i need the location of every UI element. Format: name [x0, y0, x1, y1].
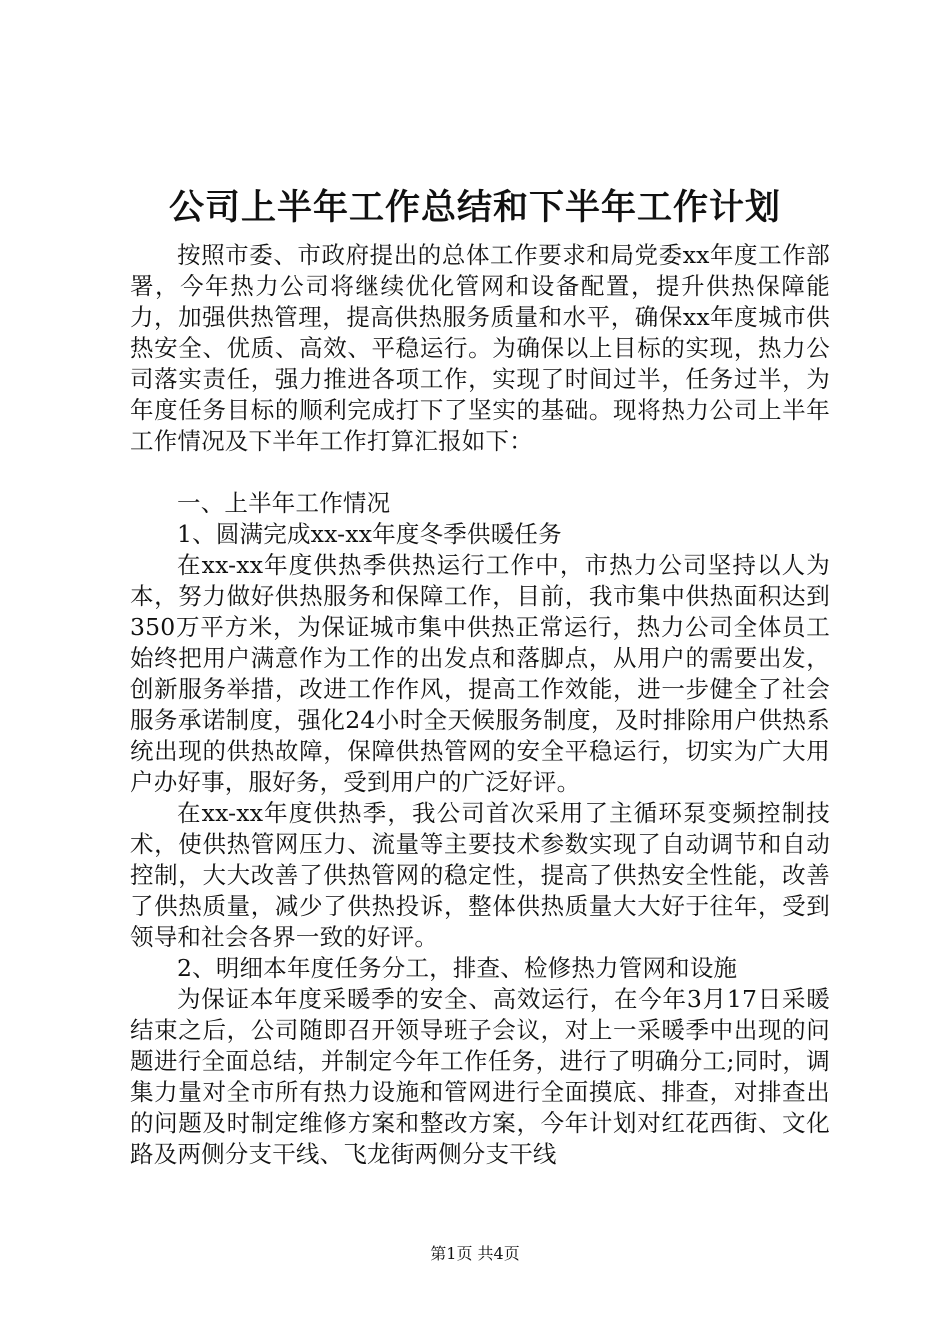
- document-title: 公司上半年工作总结和下半年工作计划: [168, 187, 781, 228]
- intro-paragraph: 按照市委、市政府提出的总体工作要求和局党委xx年度工作部署，今年热力公司将继续优化管网和设备配置，提升供热保障能力，加强供热管理，提高供热服务质量和水平，确保xx年度城市供热安全、优质、高效、平稳运行。为确保以上目标的实现，热力公司落实责任，强力推进各项工作，实现了时间过半，任务过半，为年度任务目标的顺利完成打下了坚实的基础。现将热力公司上半年工作情况及下半年工作打算汇报如下：: [130, 241, 830, 455]
- body-paragraph-2: 在xx-xx年度供热季，我公司首次采用了主循环泵变频控制技术，使供热管网压力、流量等主要技术参数实现了自动调节和自动控制，大大改善了供热管网的稳定性，提高了供热安全性能，改善了供热质量，减少了供热投诉，整体供热质量大大好于往年，受到领导和社会各界一致的好评。: [130, 799, 830, 951]
- page-footer: 第1页 共4页: [430, 1244, 520, 1263]
- body-paragraph-1: 在xx-xx年度供热季供热运行工作中，市热力公司坚持以人为本，努力做好供热服务和保障工作，目前，我市集中供热面积达到350万平方米，为保证城市集中供热正常运行，热力公司全体员工始终把用户满意作为工作的出发点和落脚点，从用户的需要出发，创新服务举措，改进工作作风，提高工作效能，进一步健全了社会服务承诺制度，强化24小时全天候服务制度，及时排除用户供热系统出现的供热故障，保障供热管网的安全平稳运行，切实为广大用户办好事，服好务，受到用户的广泛好评。: [130, 551, 830, 796]
- document-body: [130, 240, 830, 1170]
- blank-line: [130, 457, 830, 488]
- body-paragraph-3: 为保证本年度采暖季的安全、高效运行，在今年3月17日采暖结束之后，公司随即召开领导班子会议，对上一采暖季中出现的问题进行全面总结，并制定今年工作任务，进行了明确分工;同时，调集力量对全市所有热力设施和管网进行全面摸底、排查，对排查出的问题及时制定维修方案和整改方案，今年计划对红花西街、文化路及两侧分支干线、飞龙街两侧分支干线: [130, 985, 830, 1168]
- section-heading: 一、上半年工作情况: [177, 489, 391, 517]
- subsection-heading-1: 1、圆满完成xx-xx年度冬季供暖任务: [177, 520, 562, 548]
- subsection-heading-2: 2、明细本年度任务分工，排查、检修热力管网和设施: [177, 954, 738, 982]
